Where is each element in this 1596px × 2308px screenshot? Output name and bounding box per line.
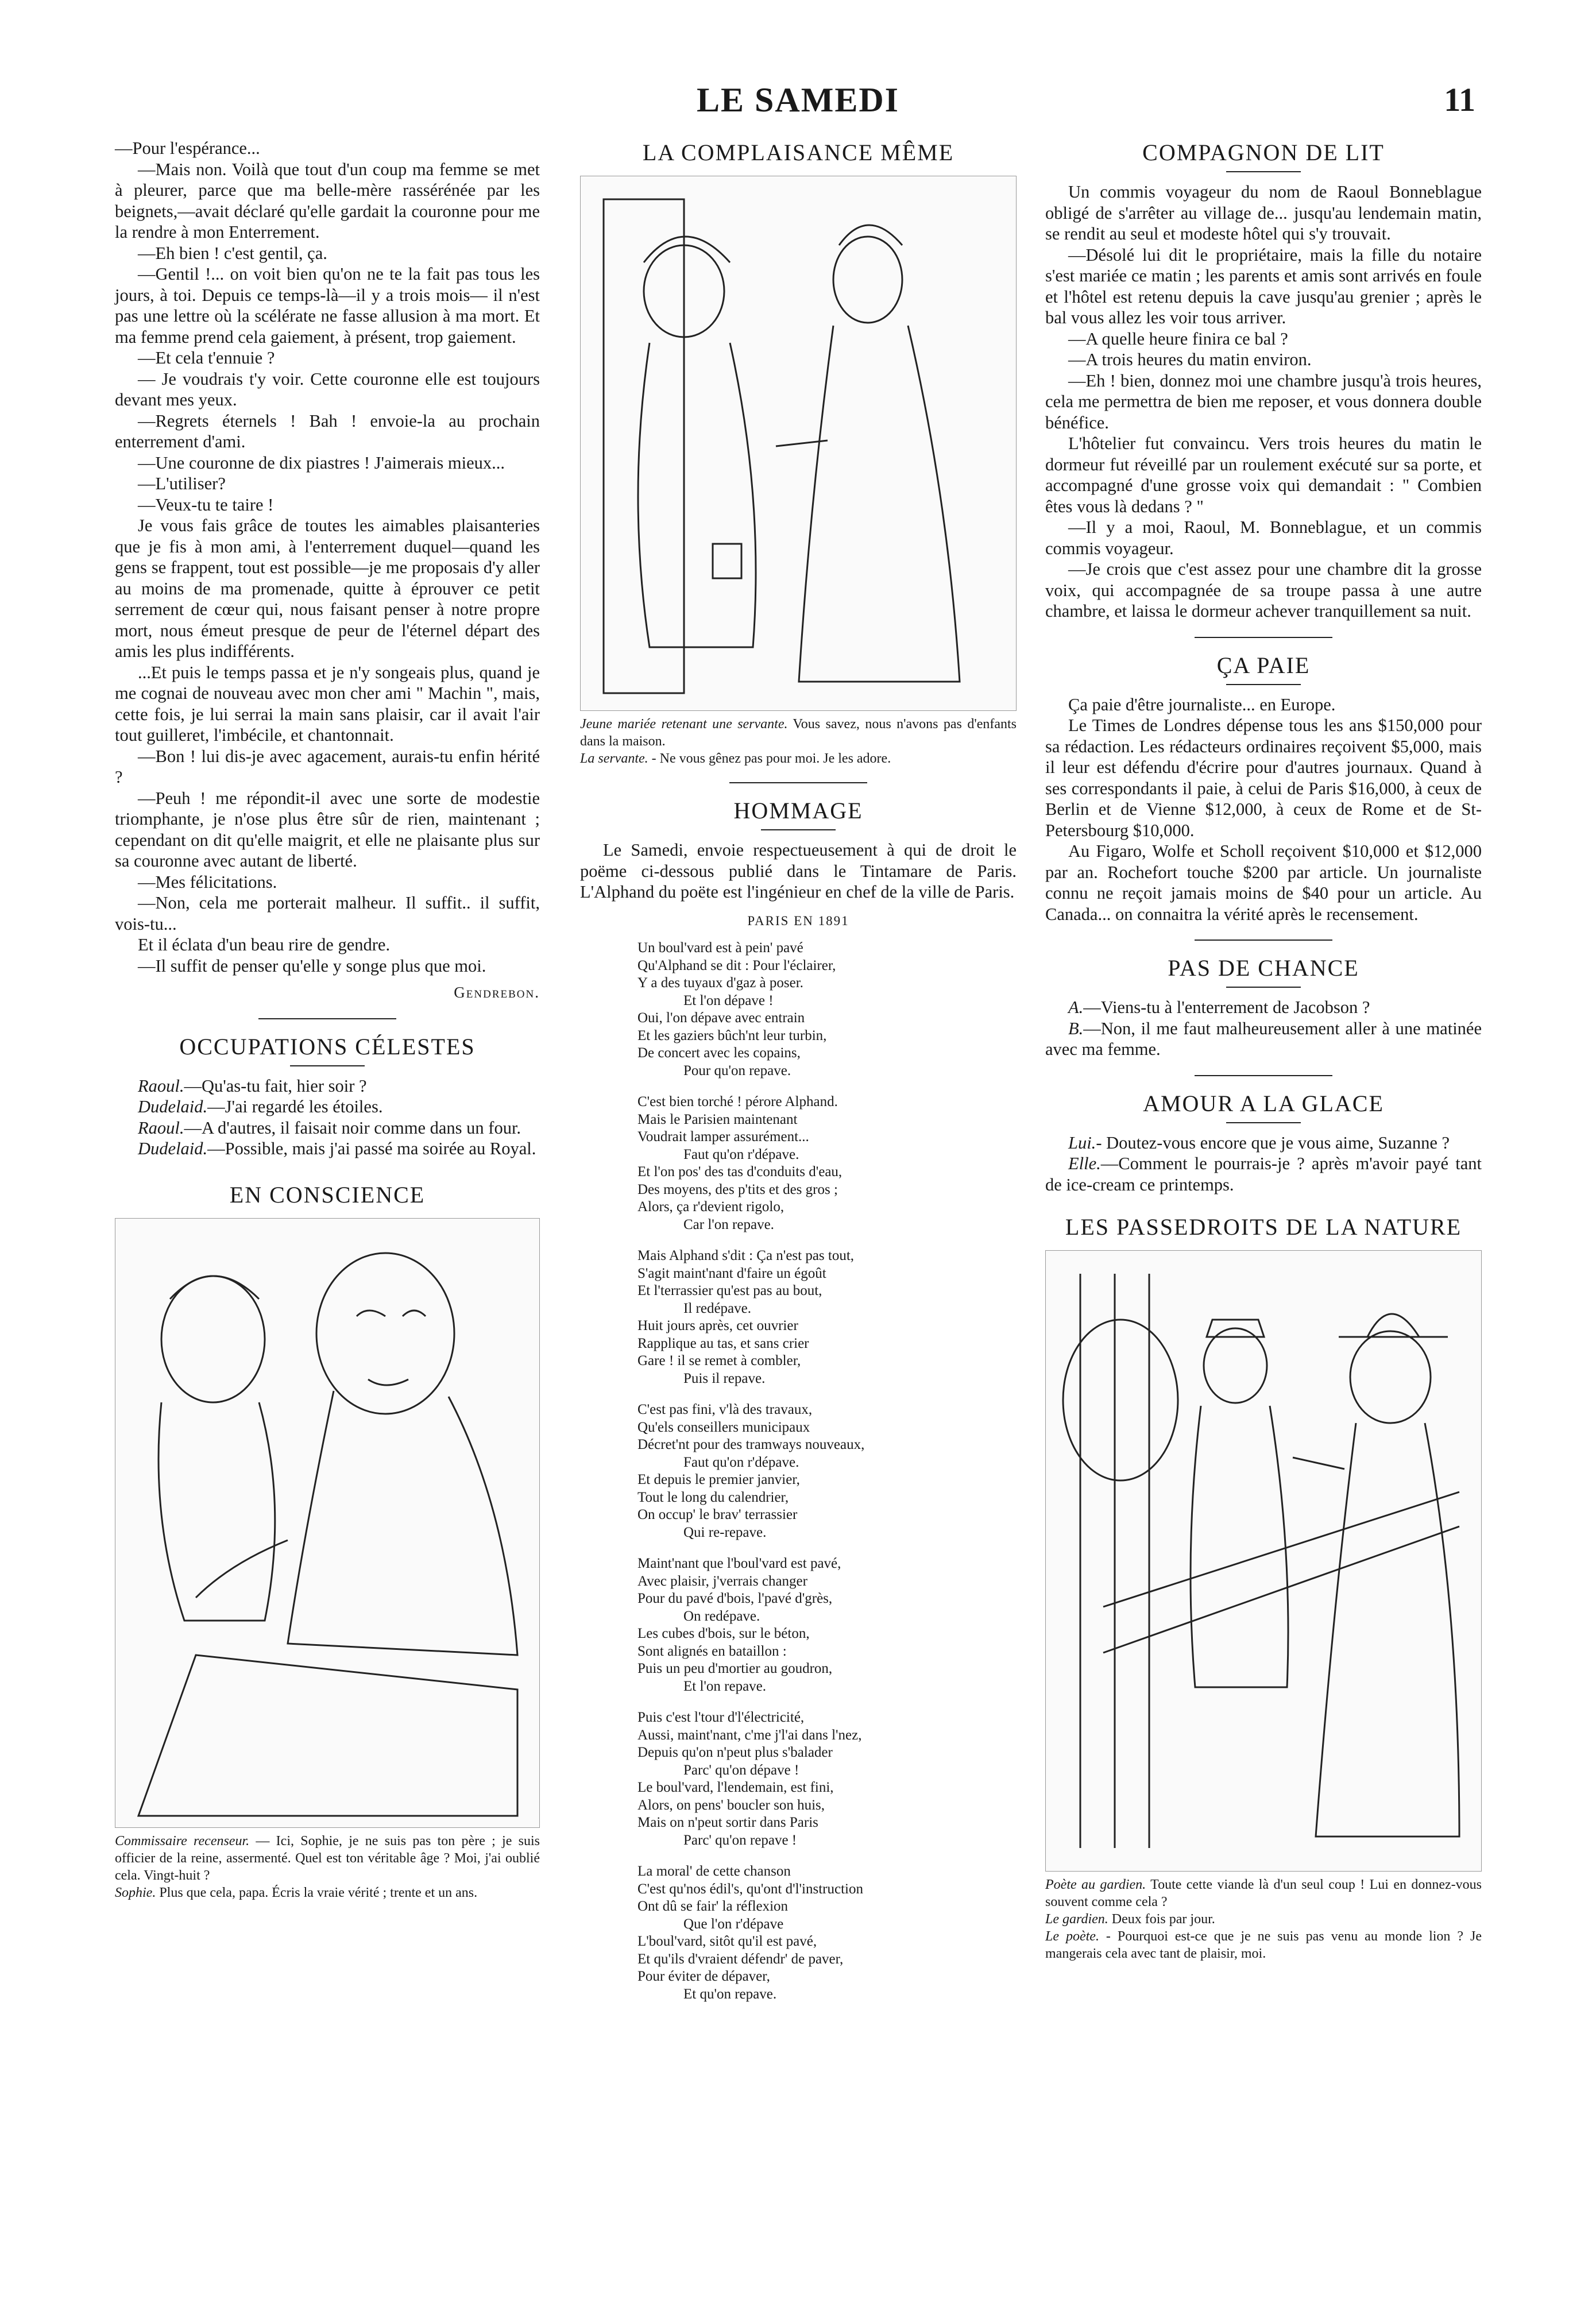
poem-stanza <box>637 1709 1017 1849</box>
paragraph: Un commis voyageur du nom de Raoul Bonneblague obligé de s'arrêter au village de... jusqu'au lendemain matin, se rendit au seul et modeste hôtel qui s'y trouvait. <box>1045 182 1482 243</box>
poem-line: La moral' de cette chanson <box>637 1864 791 1879</box>
poem-line: Depuis qu'on n'peut plus s'balader <box>637 1745 833 1760</box>
zoo-lion-cage-illustration <box>1045 1250 1482 1872</box>
poem-line: Tout le long du calendrier, <box>637 1489 789 1505</box>
line-text: —Viens-tu à l'enterrement de Jacobson ? <box>1083 998 1370 1017</box>
poem-line: Sont alignés en bataillon : <box>637 1643 787 1659</box>
article-title-capaie: ÇA PAIE <box>1216 652 1311 678</box>
poem-line: Pour qu'on repave. <box>683 1062 791 1078</box>
poem-line: Et qu'ils d'vraient défendr' de paver, <box>637 1951 844 1967</box>
poem-line: Mais Alphand s'dit : Ça n'est pas tout, <box>637 1248 855 1263</box>
poem-line: Faut qu'on r'dépave. <box>683 1146 799 1162</box>
paragraph: Ça paie d'être journaliste... en Europe. <box>1068 694 1336 714</box>
paragraph: —Eh bien ! c'est gentil, ça. <box>138 243 327 263</box>
poem-stanza <box>637 1093 1017 1234</box>
dialogue-occupations <box>115 1076 540 1159</box>
dialogue-line <box>115 1076 540 1097</box>
poem-title: PARIS EN 1891 <box>747 913 849 928</box>
story-continuation <box>115 138 540 976</box>
poem-line: Qu'els conseillers municipaux <box>637 1419 810 1435</box>
paragraph: —Mes félicitations. <box>138 872 277 892</box>
poem-line: Puis un peu d'mortier au goudron, <box>637 1661 833 1676</box>
commissioner-and-daughter-illustration <box>115 1218 540 1828</box>
dialogue-line <box>1045 1153 1482 1195</box>
article-title-occupations: OCCUPATIONS CÉLESTES <box>179 1033 476 1060</box>
paragraph: —Désolé lui dit le propriétaire, mais la fille du notaire s'est mariée ce matin ; les parents et amis sont arrivés en foule et l'hôtel est retenu depuis la cave jusqu'au grenier ; après le bal vous allez les voir tous arriver. <box>1045 245 1482 327</box>
poem-line: On redépave. <box>683 1608 760 1624</box>
poem-stanza <box>637 1247 1017 1387</box>
poem-line: Qu'Alphand se dit : Pour l'éclairer, <box>637 957 836 973</box>
paragraph: —Eh ! bien, donnez moi une chambre jusqu'à trois heures, cela me permettra de bien me reposer, et vous donnera double bénéfice. <box>1045 370 1482 432</box>
column-left <box>115 138 540 1901</box>
poem-line: Les cubes d'bois, sur le béton, <box>637 1626 810 1641</box>
divider <box>729 782 867 783</box>
dialogue-line <box>1045 1132 1482 1154</box>
paragraph: L'hôtelier fut convaincu. Vers trois heures du matin le dormeur fut réveillé par un roulement exécuté sur sa porte, et accompagné d'une grosse voix qui demandait : " Combien êtes vous là dedans ? " <box>1045 434 1482 516</box>
line-text: —Possible, mais j'ai passé ma soirée au Royal. <box>207 1139 536 1158</box>
caption-speaker: Sophie. <box>115 1885 156 1900</box>
caption-complaisance <box>580 716 1017 767</box>
poem-line: Et l'on repave. <box>683 1678 767 1694</box>
column-middle <box>580 138 1017 2017</box>
poem-line: Pour éviter de dépaver, <box>637 1969 770 1984</box>
title-rule <box>1226 171 1301 172</box>
dialogue-amour <box>1045 1132 1482 1196</box>
speaker: Elle. <box>1068 1154 1101 1173</box>
paragraph: —Mais non. Voilà que tout d'un coup ma femme se met à pleurer, parce que ma belle-mère rassérénée par les beignets,—avait déclaré qu'elle gardait la couronne pour me la rendre à mon Enterrement. <box>115 159 540 242</box>
poem-line: Le boul'vard, l'lendemain, est fini, <box>637 1780 834 1795</box>
poem-line: Huit jours après, cet ouvrier <box>637 1318 798 1333</box>
poem-line: C'est bien torché ! pérore Alphand. <box>637 1094 838 1109</box>
paragraph: —L'utiliser? <box>138 474 226 493</box>
paragraph: —Je crois que c'est assez pour une chambre dit la grosse voix, qui accompagnée de sa troupe passa à une autre chambre, et laissa le dormeur achever tranquillement sa nuit. <box>1045 559 1482 621</box>
poem-line: Car l'on repave. <box>683 1216 774 1232</box>
poem-line: Ont dû se fair' la réflexion <box>637 1899 789 1914</box>
poem-line: Voudrait lamper assurément... <box>637 1129 809 1145</box>
column-right <box>1045 138 1482 1962</box>
article-title-conscience: EN CONSCIENCE <box>229 1181 426 1208</box>
paragraph: —Il y a moi, Raoul, M. Bonneblague, et un commis commis voyageur. <box>1045 517 1482 558</box>
poem-line: Parc' qu'on dépave ! <box>683 1762 799 1778</box>
poem-line: L'boul'vard, sitôt qu'il est pavé, <box>637 1934 817 1949</box>
caption-speaker: Commissaire recenseur. <box>115 1833 250 1849</box>
paragraph: —Veux-tu te taire ! <box>138 494 274 515</box>
poem-line: Puis c'est l'tour d'l'électricité, <box>637 1710 805 1725</box>
poem-line: Oui, l'on dépave avec entrain <box>637 1010 805 1026</box>
caption-text: - Ne vous gênez pas pour moi. Je les adore. <box>648 751 891 766</box>
poem-line: C'est pas fini, v'là des travaux, <box>637 1402 813 1417</box>
paragraph: —A trois heures du matin environ. <box>1068 350 1312 369</box>
poem-line: Et l'terrassier qu'est pas au bout, <box>637 1283 822 1298</box>
title-rule <box>1226 684 1301 685</box>
story-capaie <box>1045 694 1482 925</box>
signature: Gendrebon. <box>454 984 540 1001</box>
poem-line: Parc' qu'on repave ! <box>683 1832 797 1848</box>
poem-stanza <box>637 1863 1017 2003</box>
caption-passedroits <box>1045 1876 1482 1962</box>
paragraph: —Et cela t'ennuie ? <box>138 348 275 368</box>
line-text: —Qu'as-tu fait, hier soir ? <box>184 1076 367 1096</box>
poem-line: S'agit maint'nant d'faire un égoût <box>637 1265 826 1281</box>
poem-line: Et l'on pos' des tas d'conduits d'eau, <box>637 1164 843 1180</box>
paragraph: — Je voudrais t'y voir. Cette couronne elle est toujours devant mes yeux. <box>115 369 540 409</box>
caption-text: Deux fois par jour. <box>1108 1912 1215 1927</box>
poem-line: Faut qu'on r'dépave. <box>683 1454 799 1470</box>
poem-line: Et qu'on repave. <box>683 1986 777 2002</box>
dialogue-chance <box>1045 997 1482 1060</box>
poem-line: Que l'on r'dépave <box>683 1916 784 1932</box>
article-title-passedroits: LES PASSEDROITS DE LA NATURE <box>1065 1214 1462 1240</box>
poem-line: On occup' le brav' terrassier <box>637 1507 798 1522</box>
speaker: A. <box>1068 998 1084 1017</box>
divider <box>258 1018 396 1019</box>
poem-line: Et depuis le premier janvier, <box>637 1472 800 1487</box>
caption-text: Vous savez, nous n'avons pas d'enfants dans la maison. <box>580 717 1017 749</box>
poem-line: Alors, ça r'devient rigolo, <box>637 1199 785 1215</box>
page-number: 11 <box>1444 81 1475 118</box>
caption-speaker: La servante. <box>580 751 648 766</box>
paragraph: —Une couronne de dix piastres ! J'aimerais mieux... <box>138 453 505 473</box>
article-title-hommage: HOMMAGE <box>733 798 863 824</box>
poem-line: Aussi, maint'nant, c'me j'l'ai dans l'nez, <box>637 1727 862 1743</box>
paragraph: Et il éclata d'un beau rire de gendre. <box>138 935 391 954</box>
paragraph: ...Et puis le temps passa et je n'y songeais plus, quand je me cognai de nouveau avec mon cher ami " Machin ", mais, cette fois, je lui serrai la main sans plaisir, car il avait l'air tout guilleret, l'imbécile, et chantonnait. <box>115 662 540 745</box>
article-title-chance: PAS DE CHANCE <box>1168 955 1359 981</box>
poem-line: Gare ! il se remet à combler, <box>637 1353 801 1368</box>
dialogue-line <box>1045 997 1482 1018</box>
title-rule <box>1226 1122 1301 1123</box>
dialogue-line <box>115 1138 540 1159</box>
paragraph: Au Figaro, Wolfe et Scholl reçoivent $10,000 et $12,000 par an. Rochefort touche $200 par article. Un journaliste connu ne reçoit jamais moins de $40 pour un article. Au Canada... on connaitra la vérité après le recensement. <box>1045 841 1482 924</box>
paragraph: —Peuh ! me répondit-il avec une sorte de modestie triomphante, je n'ose plus être sûr de rien, maintenant ; cependant on dit qu'elle maigrit, et elle ne plaisante plus sur sa couronne avec autant de liberté. <box>115 788 540 871</box>
divider <box>1195 940 1332 941</box>
title-rule <box>761 829 836 830</box>
paragraph: —Regrets éternels ! Bah ! envoie-la au prochain enterrement d'ami. <box>115 411 540 451</box>
poem-line: Alors, on pens' boucler son huis, <box>637 1797 825 1813</box>
caption-speaker: Poète au gardien. <box>1045 1877 1146 1892</box>
line-text: —A d'autres, il faisait noir comme dans un four. <box>184 1118 521 1138</box>
speaker: Dudelaid. <box>138 1139 208 1158</box>
paragraph: —Non, cela me porterait malheur. Il suffit.. il suffit, vois-tu... <box>115 893 540 934</box>
article-title-amour: AMOUR A LA GLACE <box>1143 1090 1384 1116</box>
title-rule <box>290 1065 365 1066</box>
newspaper-title: LE SAMEDI <box>696 81 900 119</box>
paragraph: —Gentil !... on voit bien qu'on ne te la fait pas tous les jours, à toi. Depuis ce temps-là—il y a trois mois— il n'est pas une lettre où la scélérate ne fasse allusion à ma mort. Et ma femme prend cela gaiement, à présent, trop gaiement. <box>115 264 540 347</box>
poem-line: Il redépave. <box>683 1300 751 1316</box>
line-text: —J'ai regardé les étoiles. <box>207 1097 383 1116</box>
caption-speaker: Le gardien. <box>1045 1912 1108 1927</box>
poem-line: Pour du pavé d'bois, l'pavé d'grès, <box>637 1591 833 1606</box>
paragraph: —Bon ! lui dis-je avec agacement, aurais-tu enfin hérité ? <box>115 746 540 787</box>
speaker: Raoul. <box>138 1118 184 1138</box>
caption-text: Toute cette viande là d'un seul coup ! Lui en donnez-vous souvent comme cela ? <box>1045 1877 1482 1909</box>
article-title-compagnon: COMPAGNON DE LIT <box>1142 140 1385 165</box>
poem-line: Qui re-repave. <box>683 1524 767 1540</box>
dialogue-line <box>115 1096 540 1118</box>
masthead <box>0 75 1596 126</box>
caption-text: - Pourquoi est-ce que je ne suis pas venu au monde lion ? Je mangerais cela avec tant de plaisir, moi. <box>1045 1929 1482 1961</box>
two-women-illustration <box>580 176 1017 711</box>
poem-line: Avec plaisir, j'verrais changer <box>637 1573 807 1589</box>
poem-line: Un boul'vard est à pein' pavé <box>637 940 803 956</box>
dialogue-line <box>115 1118 540 1139</box>
poem-line: Rapplique au tas, et sans crier <box>637 1335 809 1351</box>
line-text: —Comment le pourrais-je ? après m'avoir payé tant de ice-cream ce printemps. <box>1045 1154 1482 1194</box>
title-rule <box>1226 987 1301 988</box>
poem-line: Et l'on dépave ! <box>683 992 774 1008</box>
caption-speaker: Jeune mariée retenant une servante. <box>580 717 788 732</box>
poem-line: Mais on n'peut sortir dans Paris <box>637 1815 818 1830</box>
line-text: - Doutez-vous encore que je vous aime, Suzanne ? <box>1096 1132 1450 1153</box>
line-text: —Non, il me faut malheureusement aller à une matinée avec ma femme. <box>1045 1018 1482 1059</box>
caption-conscience <box>115 1833 540 1901</box>
poem-line: De concert avec les copains, <box>637 1045 801 1061</box>
poem-line: Maint'nant que l'boul'vard est pavé, <box>637 1556 841 1571</box>
divider <box>1195 637 1332 638</box>
paragraph: —Il suffit de penser qu'elle y songe plus que moi. <box>138 956 486 976</box>
poem-line: Y a des tuyaux d'gaz à poser. <box>637 975 803 991</box>
caption-text: Plus que cela, papa. Écris la vraie vérité ; trente et un ans. <box>156 1885 478 1900</box>
paragraph: —A quelle heure finira ce bal ? <box>1068 328 1288 349</box>
speaker: B. <box>1068 1018 1084 1038</box>
caption-text: — Ici, Sophie, je ne suis pas ton père ; je suis officier de la reine, assermenté. Quel est ton véritable âge ? Moi, j'ai oublié cela. Vingt-huit ? <box>115 1833 540 1883</box>
paragraph: —Pour l'espérance... <box>115 138 260 158</box>
poem-line: Et les gaziers bûch'nt leur turbin, <box>637 1027 827 1043</box>
poem-line: Des moyens, des p'tits et des gros ; <box>637 1181 838 1197</box>
caption-speaker: Le poète. <box>1045 1929 1099 1944</box>
paragraph: Le Times de Londres dépense tous les ans $150,000 pour sa rédaction. Les rédacteurs ordinaires reçoivent $5,000, mais il leur est défendu d'écrire pour d'autres journaux. Quand à ses correspondants il paie, à celui de Paris $16,000, à ceux de Berlin et de Vienne $12,000, à ceux de Rome et de St-Petersbourg $10,000. <box>1045 716 1482 840</box>
speaker: Dudelaid. <box>138 1097 208 1116</box>
speaker: Raoul. <box>138 1076 184 1096</box>
paragraph: Je vous fais grâce de toutes les aimables plaisanteries que je fis à mon ami, à l'enterrement duquel—quand les gens se frappent, tout est possible—je me proposais d'y aller au moins de ma promenade, quitte à éprouver ce petit serrement de cœur qui, nous faisant penser à notre propre mort, nous émeut presque de peur de l'éternel départ des amis les plus indifférents. <box>115 516 540 661</box>
story-compagnon <box>1045 181 1482 622</box>
poem-line: Mais le Parisien maintenant <box>637 1111 798 1127</box>
hommage-intro: Le Samedi, envoie respectueusement à qui de droit le poëme ci-dessous publié dans le Tintamare de Paris. L'Alphand du poëte est l'ingénieur en chef de la ville de Paris. <box>580 840 1017 902</box>
poem-stanza <box>637 1401 1017 1541</box>
divider <box>1195 1075 1332 1076</box>
speaker: Lui. <box>1068 1132 1096 1153</box>
article-title-complaisance: LA COMPLAISANCE MÊME <box>642 140 954 165</box>
poem-line: Décret'nt pour des tramways nouveaux, <box>637 1437 865 1452</box>
poem-line: Puis il repave. <box>683 1370 766 1386</box>
poem-stanza <box>637 1555 1017 1695</box>
poem <box>637 940 1017 2003</box>
poem-stanza <box>637 940 1017 1080</box>
poem-line: C'est qu'nos édil's, qu'ont d'l'instruction <box>637 1881 863 1897</box>
dialogue-line <box>1045 1018 1482 1060</box>
